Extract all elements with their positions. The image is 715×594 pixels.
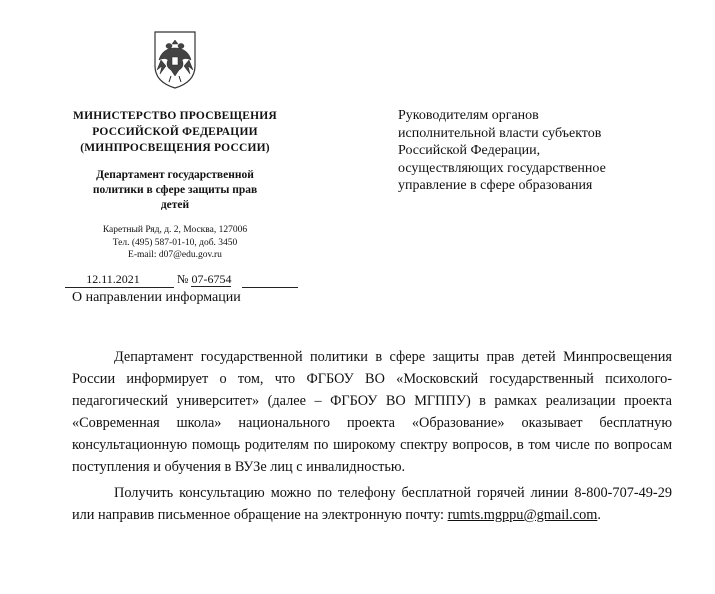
contact-email-link[interactable]: rumts.mgppu@gmail.com — [447, 507, 598, 523]
registration-line — [60, 272, 300, 288]
addressee-line: исполнительной власти субъектов — [398, 125, 602, 141]
sender-address — [70, 224, 280, 262]
ministry-name — [70, 108, 280, 156]
letter-body — [72, 346, 672, 526]
number-value: 07-6754 — [191, 272, 232, 286]
addressee-block — [398, 107, 688, 195]
addressee-line: Российской Федерации, — [398, 143, 541, 158]
department-line: политики в сфере защиты прав — [92, 184, 258, 196]
department-line: детей — [160, 199, 190, 211]
email-line: E-mail: d07@edu.gov.ru — [128, 250, 222, 260]
underline — [242, 287, 298, 288]
addressee-line: осуществляющих государственное — [398, 160, 606, 176]
paragraph-2-text: Получить консультацию можно по телефону бесплатной горячей линии 8-800-707-49-29 или направив письменное обращение на электронную почту: — [72, 485, 672, 523]
ministry-line: МИНИСТЕРСТВО ПРОСВЕЩЕНИЯ — [73, 110, 277, 122]
paragraph-2-end: . — [597, 507, 601, 523]
body-paragraph-2 — [72, 482, 672, 526]
registration-number — [177, 272, 231, 287]
department-name — [70, 168, 280, 213]
address-line: Тел. (495) 587-01-10, доб. 3450 — [112, 237, 238, 248]
address-line: Каретный Ряд, д. 2, Москва, 127006 — [102, 225, 248, 235]
body-paragraph-1: Департамент государственной политики в сфере защиты прав детей Минпросвещения России информирует о том, что ФГБОУ ВО «Московский государственный психолого-педагогический университет» (далее – ФГБОУ ВО МГППУ) в рамках реализации проекта «Современная школа» национального проекта «Образование» оказывает бесплатную консультационную помощь родителям по широкому спектру вопросов, в том числе по вопросам поступления и обучения в ВУЗе лиц с инвалидностью. — [72, 349, 672, 475]
number-prefix: № — [177, 272, 189, 286]
coat-of-arms-emblem — [153, 30, 197, 90]
addressee-line: Руководителям органов — [398, 108, 539, 123]
registration-date: 12.11.2021 — [82, 272, 144, 288]
letter-subject: О направлении информации — [72, 290, 241, 305]
department-line: Департамент государственной — [96, 169, 254, 181]
underline — [65, 287, 82, 288]
underline — [144, 287, 174, 288]
ministry-line: (МИНПРОСВЕЩЕНИЯ РОССИИ) — [80, 142, 270, 154]
ministry-line: РОССИЙСКОЙ ФЕДЕРАЦИИ — [92, 126, 258, 138]
addressee-line: управление в сфере образования — [398, 178, 593, 193]
